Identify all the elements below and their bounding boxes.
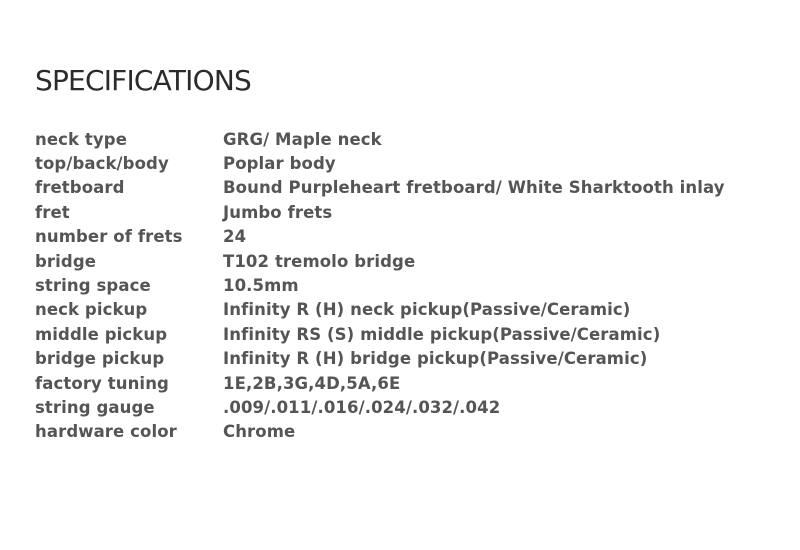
spec-row-body xyxy=(35,151,775,175)
spec-row-bridge-pickup xyxy=(35,347,775,371)
spec-label: fretboard xyxy=(35,178,125,198)
spec-row-string-gauge xyxy=(35,395,775,419)
spec-value: GRG/ Maple neck xyxy=(223,129,382,149)
spec-label: neck type xyxy=(35,129,127,149)
spec-label: bridge xyxy=(35,251,97,271)
spec-value: Infinity R (H) bridge pickup(Passive/Ceramic) xyxy=(223,349,648,369)
spec-row-neck-type xyxy=(35,127,775,151)
spec-row-hardware-color xyxy=(35,420,775,444)
spec-row-fretboard xyxy=(35,176,775,200)
spec-table xyxy=(35,127,775,444)
spec-row-bridge xyxy=(35,249,775,273)
spec-value: Jumbo frets xyxy=(223,202,333,222)
spec-value: .009/.011/.016/.024/.032/.042 xyxy=(223,397,501,417)
spec-label: middle pickup xyxy=(35,324,168,344)
spec-value: T102 tremolo bridge xyxy=(223,251,416,271)
spec-label: fret xyxy=(35,202,70,222)
spec-label: hardware color xyxy=(35,422,177,442)
spec-label: string gauge xyxy=(35,397,155,417)
spec-row-string-space xyxy=(35,273,775,297)
spec-row-factory-tuning xyxy=(35,371,775,395)
spec-value: Chrome xyxy=(223,422,296,442)
spec-value: 1E,2B,3G,4D,5A,6E xyxy=(223,373,401,393)
spec-label: number of frets xyxy=(35,227,183,247)
page-title: SPECIFICATIONS xyxy=(35,64,251,97)
spec-label: top/back/body xyxy=(35,154,169,174)
spec-label: bridge pickup xyxy=(35,349,165,369)
spec-value: Bound Purpleheart fretboard/ White Sharktooth inlay xyxy=(223,178,725,198)
spec-row-neck-pickup xyxy=(35,298,775,322)
spec-value: Poplar body xyxy=(223,154,336,174)
spec-value: 10.5mm xyxy=(223,276,299,296)
spec-label: factory tuning xyxy=(35,373,169,393)
spec-row-fret xyxy=(35,200,775,224)
spec-value: Infinity R (H) neck pickup(Passive/Ceramic) xyxy=(223,300,631,320)
spec-label: neck pickup xyxy=(35,300,148,320)
spec-value: Infinity RS (S) middle pickup(Passive/Ceramic) xyxy=(223,324,661,344)
spec-value: 24 xyxy=(223,227,247,247)
spec-label: string space xyxy=(35,276,151,296)
spec-row-middle-pickup xyxy=(35,322,775,346)
spec-row-number-of-frets xyxy=(35,225,775,249)
